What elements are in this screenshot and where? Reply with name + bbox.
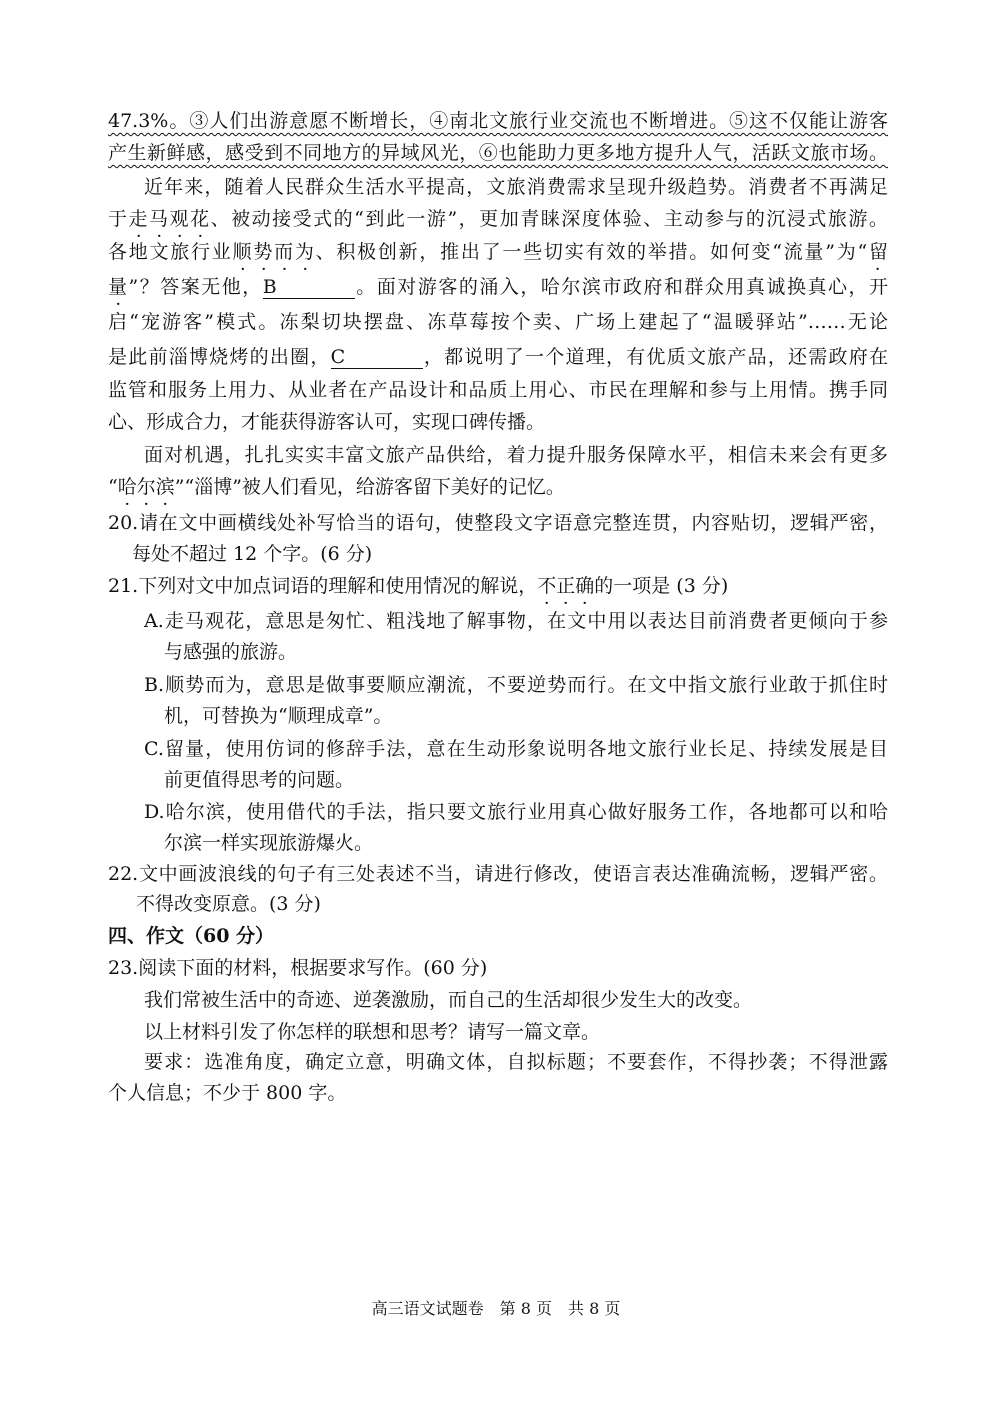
option-b-line-1: B.顺势而为，意思是做事要顺应潮流，不要逆势而行。在文中指文旅行业敢于抓住时 bbox=[144, 674, 888, 696]
passage-p2-line-1: 近年来，随着人民群众生活水平提高，文旅消费需求呈现升级趋势。消费者不再满足 bbox=[144, 176, 888, 198]
passage-p3-line-2: “哈尔滨”“淄博”被人们看见，给游客留下美好的记忆。 bbox=[108, 476, 565, 498]
wavy-sentence-line-1: 47.3%。③人们出游意愿不断增长，④南北文旅行业交流也不断增进。⑤这不仅能让游客 bbox=[108, 110, 888, 132]
option-c-line-1: C.留量，使用仿词的修辞手法，意在生动形象说明各地文旅行业长足、持续发展是目 bbox=[144, 738, 888, 760]
passage-p2-line-5: 启“宠游客”模式。冻梨切块摆盘、冻草莓按个卖、广场上建起了“温暖驿站”……无论 bbox=[108, 311, 888, 333]
dotted-word-haerbin: 哈尔滨 bbox=[117, 476, 175, 498]
essay-requirements-line-2: 个人信息；不少于 800 字。 bbox=[108, 1082, 347, 1104]
option-a-line-2: 与感强的旅游。 bbox=[164, 641, 298, 663]
option-c-line-2: 前更值得思考的问题。 bbox=[164, 769, 355, 791]
passage-p2-line-6: 是此前淄博烧烤的出圈，C ，都说明了一个道理，有优质文旅产品，还需政府在 bbox=[108, 346, 888, 368]
option-d-line-2: 尔滨一样实现旅游爆火。 bbox=[164, 832, 374, 854]
passage-p3-line-1: 面对机遇，扎扎实实丰富文旅产品供给，着力提升服务保障水平，相信未来会有更多 bbox=[144, 444, 888, 466]
section-4-heading: 四、作文（60 分） bbox=[108, 925, 275, 947]
question-22-line-1: 22.文中画波浪线的句子有三处表述不当，请进行修改，使语言表达准确流畅，逻辑严密。 bbox=[108, 863, 888, 885]
passage-p2-line-4: 量”？答案无他，B 。面对游客的涌入，哈尔滨市政府和群众用真诚换真心，开 bbox=[108, 276, 888, 298]
question-22-line-2: 不得改变原意。(3 分) bbox=[136, 893, 321, 915]
dotted-word-liang: 量 bbox=[108, 276, 129, 298]
essay-material: 我们常被生活中的奇迹、逆袭激励，而自己的生活却很少发生大的改变。 bbox=[144, 989, 753, 1011]
wavy-sentence-line-2: 产生新鲜感，感受到不同地方的异域风光，⑥也能助力更多地方提升人气，活跃文旅市场。 bbox=[108, 142, 888, 164]
passage-p2-line-7: 监管和服务上用力、从业者在产品设计和品质上用心、市民在理解和参与上用情。携手同 bbox=[108, 379, 888, 401]
passage-p2-line-8: 心、形成合力，才能获得游客认可，实现口碑传播。 bbox=[108, 411, 546, 433]
blank-b: B bbox=[263, 276, 355, 299]
dotted-word-buzhengque: 不正确 bbox=[537, 575, 595, 597]
blank-c: C bbox=[331, 346, 423, 369]
dotted-word-liu: 留 bbox=[867, 241, 888, 263]
question-20-line-1: 20.请在文中画横线处补写恰当的语句，使整段文字语意完整连贯，内容贴切，逻辑严密， bbox=[108, 512, 888, 534]
question-21-stem: 21.下列对文中加点词语的理解和使用情况的解说，不正确的一项是 (3 分) bbox=[108, 575, 729, 597]
passage-p2-line-2: 于走马观花、被动接受式的“到此一游”，更加青睐深度体验、主动参与的沉浸式旅游。 bbox=[108, 208, 888, 230]
dotted-word-zouma: 走马观花 bbox=[128, 208, 211, 230]
dotted-word-shunshi: 顺势而为 bbox=[232, 241, 316, 263]
question-20-line-2: 每处不超过 12 个字。(6 分) bbox=[132, 543, 373, 565]
option-d-line-1: D.哈尔滨，使用借代的手法，指只要文旅行业用真心做好服务工作，各地都可以和哈 bbox=[144, 801, 888, 823]
essay-requirements-line-1: 要求：选准角度，确定立意，明确文体，自拟标题；不要套作，不得抄袭；不得泄露 bbox=[144, 1051, 888, 1073]
essay-prompt: 以上材料引发了你怎样的联想和思考？请写一篇文章。 bbox=[144, 1021, 601, 1043]
option-a-line-1: A.走马观花，意思是匆忙、粗浅地了解事物，在文中用以表达目前消费者更倾向于参 bbox=[144, 610, 888, 632]
passage-p2-line-3: 各地文旅行业顺势而为、积极创新，推出了一些切实有效的举措。如何变“流量”为“留 bbox=[108, 241, 888, 263]
option-b-line-2: 机，可替换为“顺理成章”。 bbox=[164, 705, 393, 727]
page-footer: 高三语文试题卷 第 8 页 共 8 页 bbox=[371, 1299, 621, 1318]
question-23-stem: 23.阅读下面的材料，根据要求写作。(60 分) bbox=[108, 957, 488, 979]
